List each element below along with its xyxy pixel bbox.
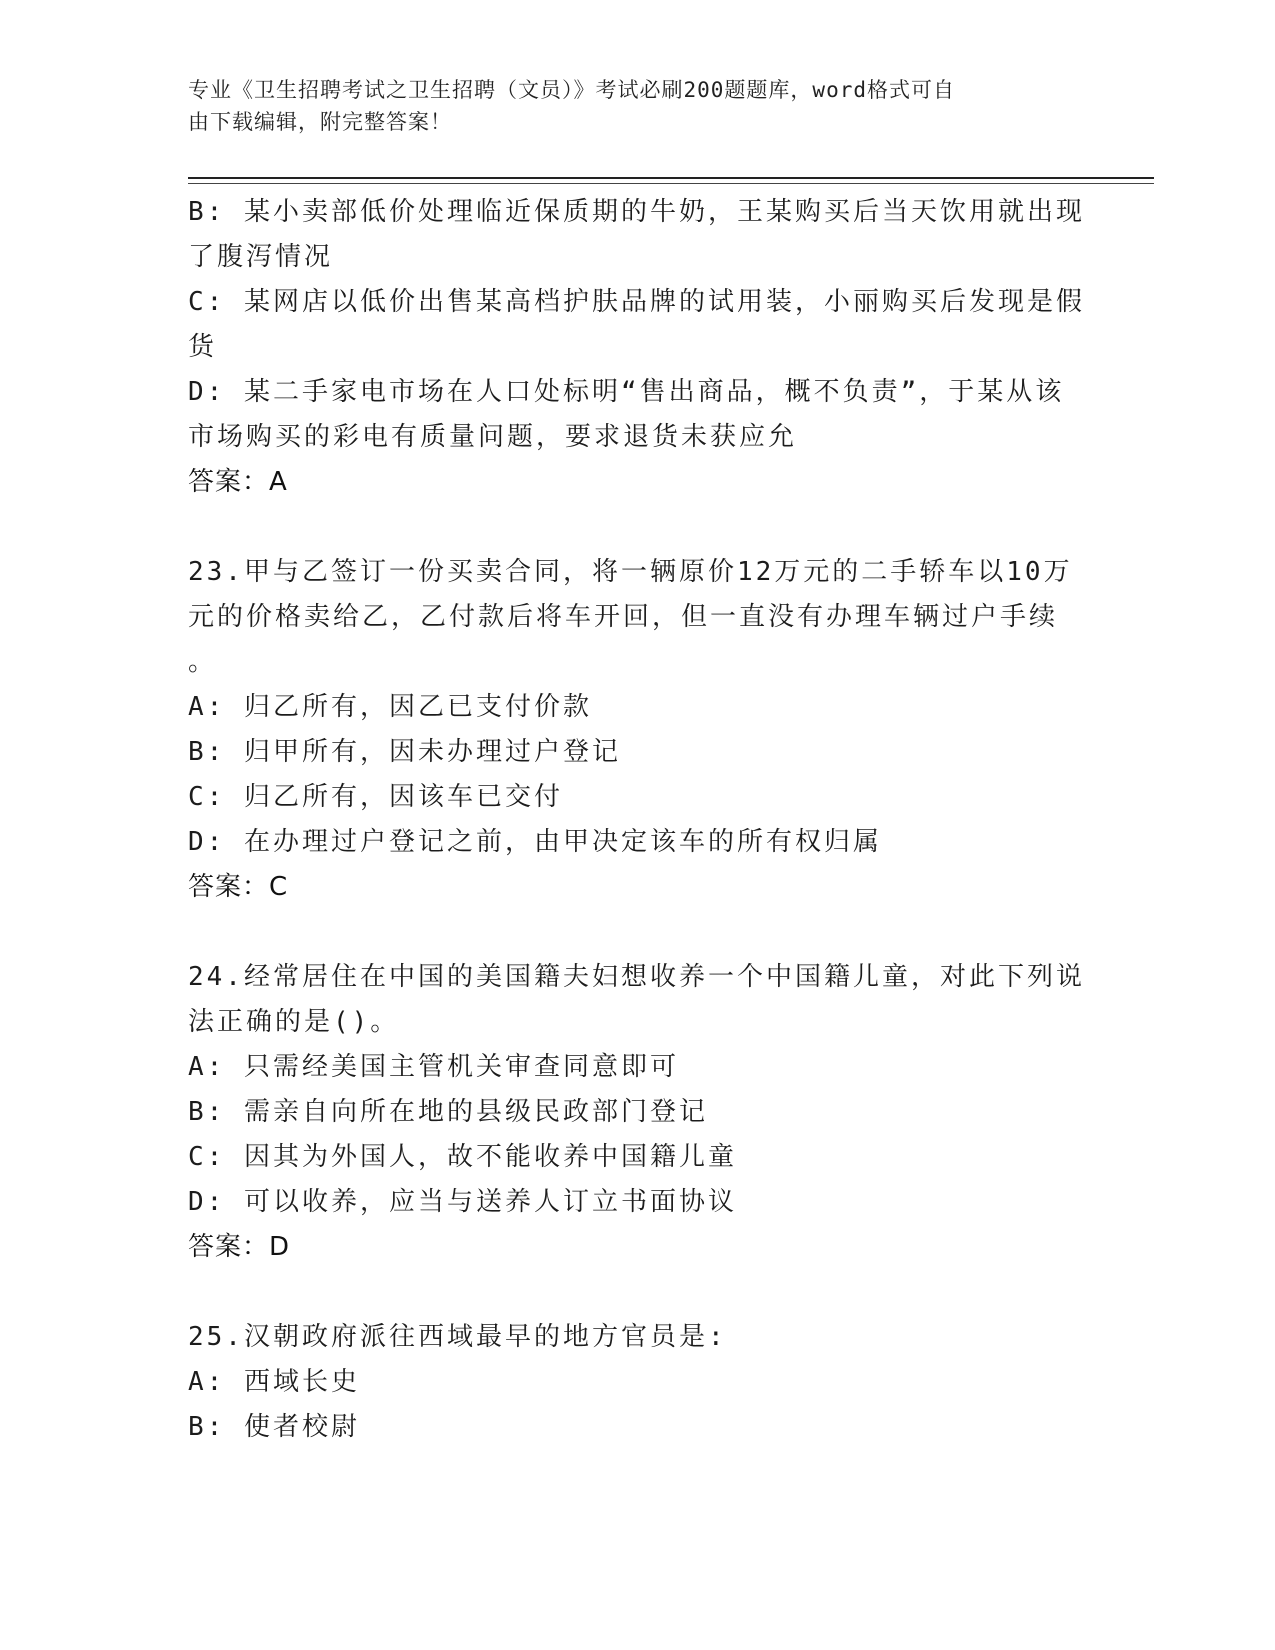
spacer	[188, 910, 1088, 955]
question-23	[188, 550, 1088, 910]
document-body	[188, 190, 1088, 1450]
q22-option-b-line-1: B: 某小卖部低价处理临近保质期的牛奶，王某购买后当天饮用就出现	[188, 197, 1085, 227]
q23-stem-line-3: 。	[188, 647, 218, 677]
q23-option-a: A: 归乙所有，因乙已支付价款	[188, 692, 592, 722]
q24-option-d: D: 可以收养，应当与送养人订立书面协议	[188, 1187, 737, 1217]
q22-option-c-line-2: 货	[188, 332, 218, 362]
question-25	[188, 1315, 1088, 1450]
q23-option-d: D: 在办理过户登记之前，由甲决定该车的所有权归属	[188, 827, 882, 857]
question-22	[188, 190, 1088, 505]
q24-answer: 答案：D	[188, 1232, 291, 1262]
q22-option-b-line-2: 了腹泻情况	[188, 242, 334, 272]
header-line-1: 专业《卫生招聘考试之卫生招聘（文员）》考试必刷200题题库，word格式可自	[188, 78, 955, 102]
q23-option-b: B: 归甲所有，因未办理过户登记	[188, 737, 621, 767]
header-line-2: 由下载编辑，附完整答案！	[188, 110, 452, 134]
q22-option-d-line-2: 市场购买的彩电有质量问题，要求退货未获应允	[188, 422, 798, 452]
q22-option-c-line-1: C: 某网店以低价出售某高档护肤品牌的试用装，小丽购买后发现是假	[188, 287, 1085, 317]
q24-option-c: C: 因其为外国人，故不能收养中国籍儿童	[188, 1142, 737, 1172]
q25-option-b: B: 使者校尉	[188, 1412, 360, 1442]
question-24	[188, 955, 1088, 1270]
q23-answer: 答案：C	[188, 872, 289, 902]
spacer	[188, 505, 1088, 550]
q22-option-d-line-1: D: 某二手家电市场在人口处标明“售出商品，概不负责”，于某从该	[188, 377, 1065, 407]
q25-stem-line-1: 25.汉朝政府派往西域最早的地方官员是:	[188, 1322, 727, 1352]
q24-option-b: B: 需亲自向所在地的县级民政部门登记	[188, 1097, 708, 1127]
q24-option-a: A: 只需经美国主管机关审查同意即可	[188, 1052, 679, 1082]
q23-option-c: C: 归乙所有，因该车已交付	[188, 782, 563, 812]
q23-stem-line-2: 元的价格卖给乙，乙付款后将车开回，但一直没有办理车辆过户手续	[188, 602, 1059, 632]
header-divider-thin	[188, 183, 1154, 184]
q25-option-a: A: 西域长史	[188, 1367, 360, 1397]
q24-stem-line-1: 24.经常居住在中国的美国籍夫妇想收养一个中国籍儿童，对此下列说	[188, 962, 1085, 992]
document-header	[188, 74, 1068, 138]
spacer	[188, 1270, 1088, 1315]
header-divider-thick	[188, 177, 1154, 179]
q24-stem-line-2: 法正确的是()。	[188, 1007, 400, 1037]
q22-answer: 答案：A	[188, 467, 288, 497]
q23-stem-line-1: 23.甲与乙签订一份买卖合同，将一辆原价12万元的二手轿车以10万	[188, 557, 1073, 587]
